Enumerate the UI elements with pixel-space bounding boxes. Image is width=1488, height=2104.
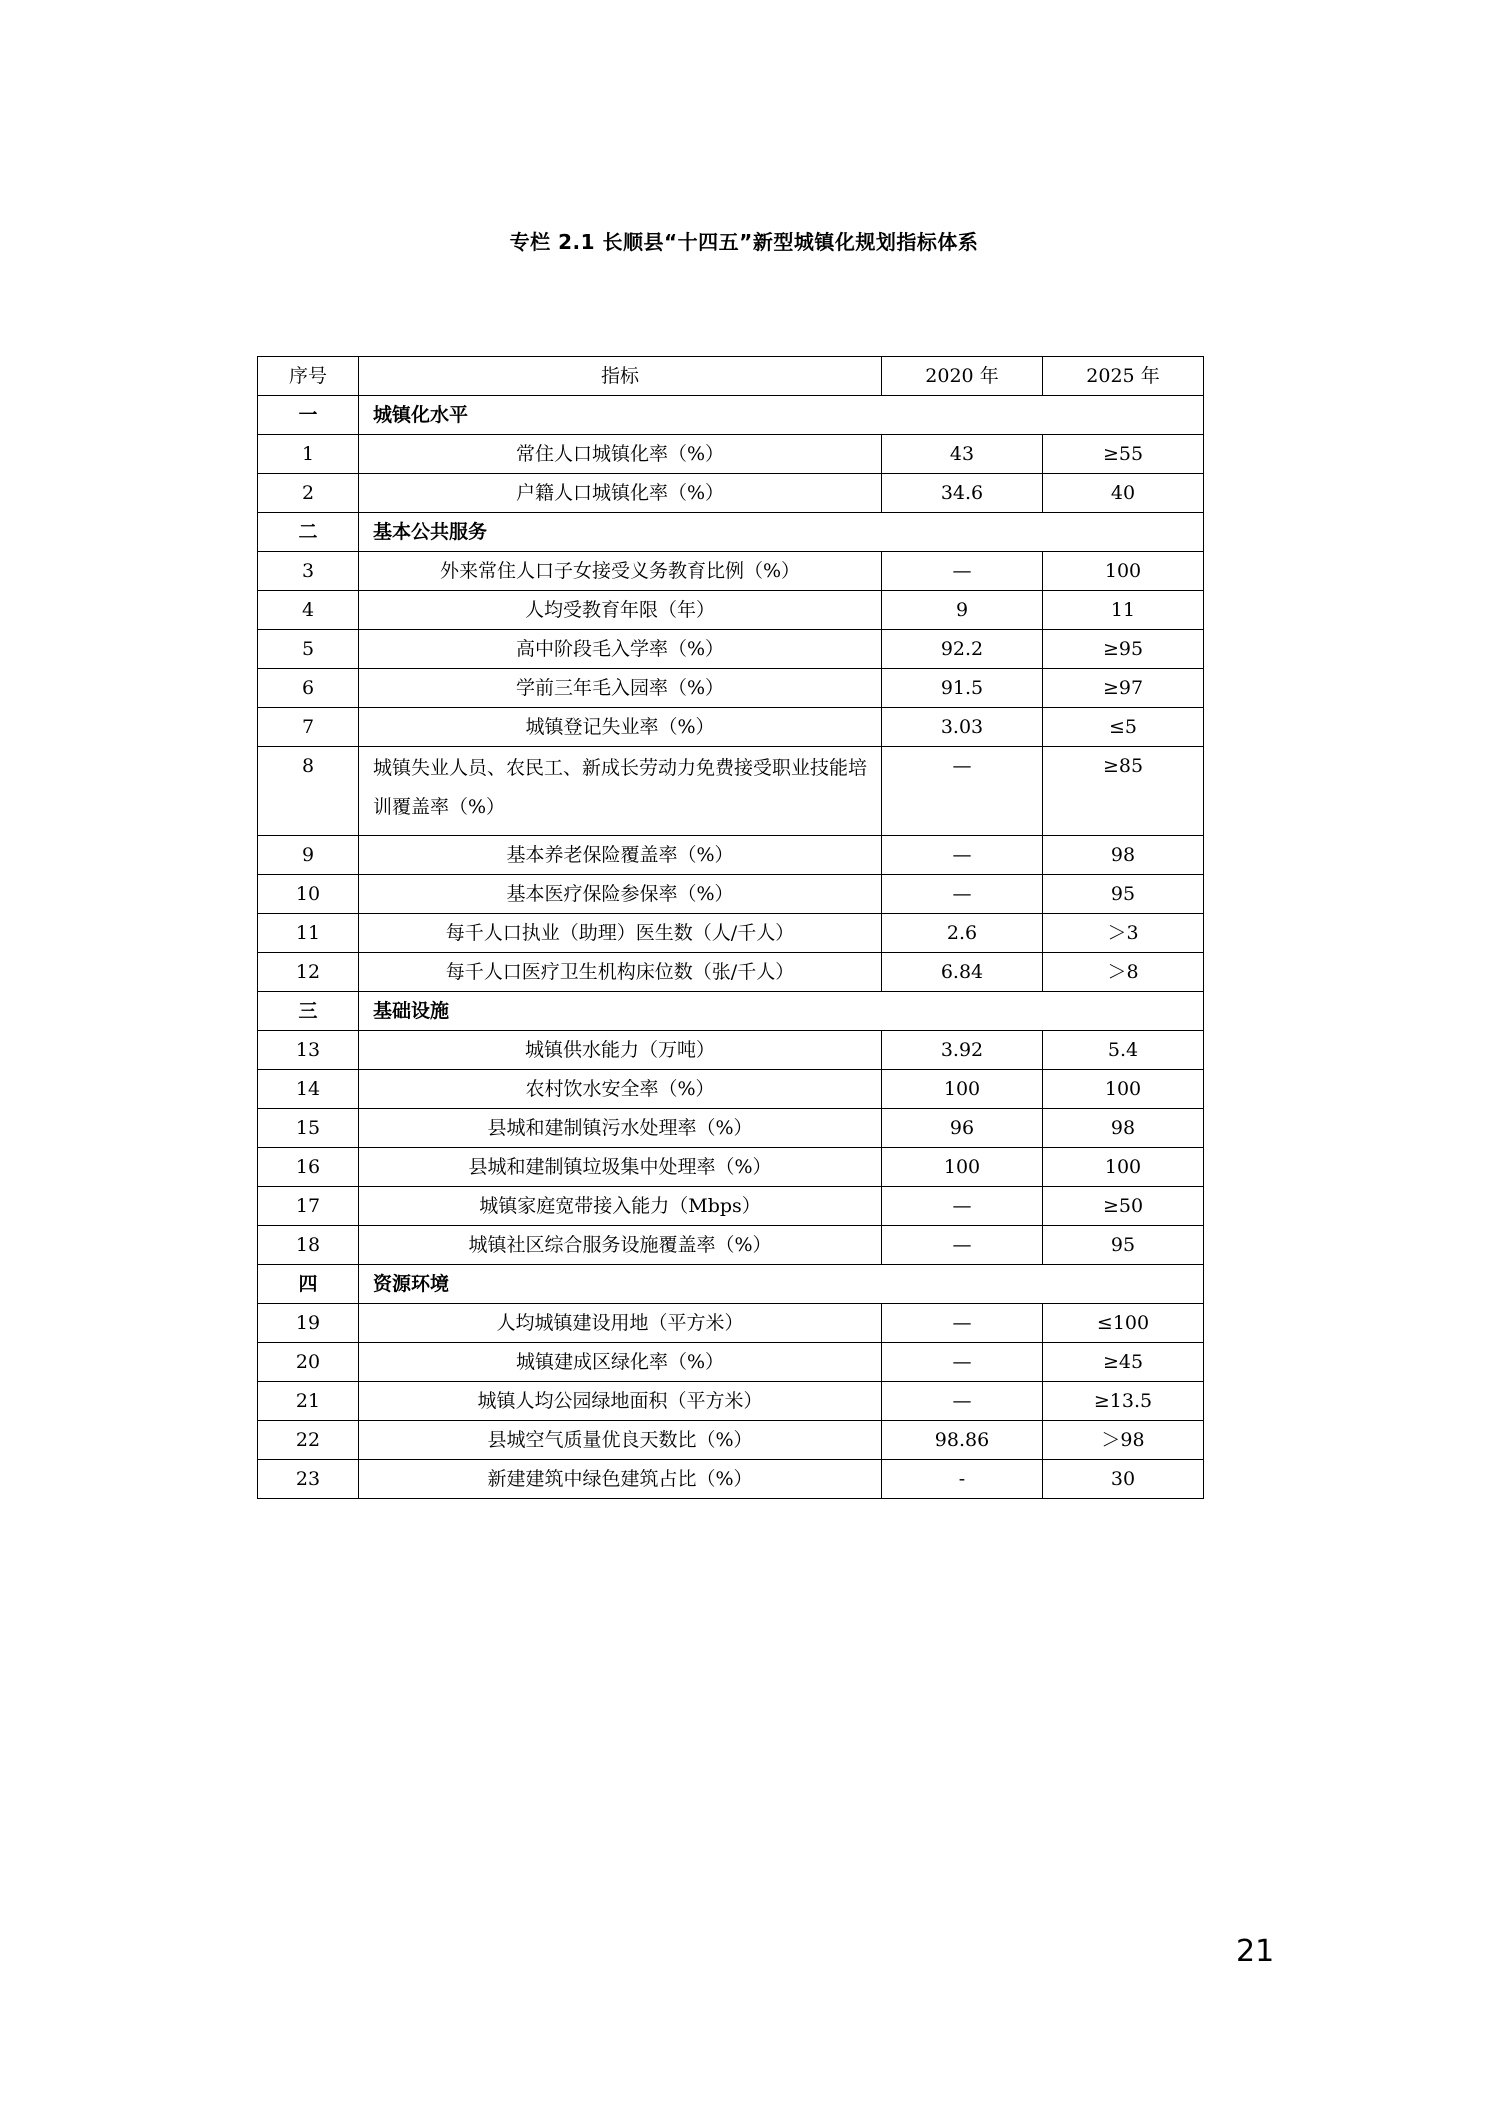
value-2020: 34.6 xyxy=(882,474,1043,513)
target-2025: ≤5 xyxy=(1043,708,1204,747)
indicator-name: 城镇失业人员、农民工、新成长劳动力免费接受职业技能培训覆盖率（%） xyxy=(359,747,882,836)
header-no: 序号 xyxy=(258,357,359,396)
target-2025: ≥55 xyxy=(1043,435,1204,474)
header-2025: 2025 年 xyxy=(1043,357,1204,396)
table-row xyxy=(258,474,1204,513)
indicator-table xyxy=(257,356,1204,1499)
section-name: 城镇化水平 xyxy=(359,396,1204,435)
header-indicator: 指标 xyxy=(359,357,882,396)
indicator-name: 户籍人口城镇化率（%） xyxy=(359,474,882,513)
section-row xyxy=(258,513,1204,552)
indicator-name: 县城和建制镇垃圾集中处理率（%） xyxy=(359,1148,882,1187)
value-2020: 100 xyxy=(882,1148,1043,1187)
section-number: 一 xyxy=(258,396,359,435)
table-row xyxy=(258,1109,1204,1148)
row-number: 5 xyxy=(258,630,359,669)
target-2025: 95 xyxy=(1043,875,1204,914)
indicator-name: 县城和建制镇污水处理率（%） xyxy=(359,1109,882,1148)
row-number: 9 xyxy=(258,836,359,875)
table-row xyxy=(258,435,1204,474)
table-row xyxy=(258,1031,1204,1070)
table-row xyxy=(258,1226,1204,1265)
value-2020: 2.6 xyxy=(882,914,1043,953)
indicator-name: 新建建筑中绿色建筑占比（%） xyxy=(359,1460,882,1499)
target-2025: ≥45 xyxy=(1043,1343,1204,1382)
value-2020: 3.03 xyxy=(882,708,1043,747)
indicator-name: 城镇人均公园绿地面积（平方米） xyxy=(359,1382,882,1421)
indicator-name: 每千人口执业（助理）医生数（人/千人） xyxy=(359,914,882,953)
row-number: 18 xyxy=(258,1226,359,1265)
indicator-name: 高中阶段毛入学率（%） xyxy=(359,630,882,669)
value-2020: 92.2 xyxy=(882,630,1043,669)
row-number: 11 xyxy=(258,914,359,953)
section-row xyxy=(258,1265,1204,1304)
target-2025: 30 xyxy=(1043,1460,1204,1499)
table-row xyxy=(258,1187,1204,1226)
table-row xyxy=(258,875,1204,914)
row-number: 15 xyxy=(258,1109,359,1148)
value-2020: — xyxy=(882,1382,1043,1421)
table-row xyxy=(258,1460,1204,1499)
page-title: 专栏 2.1 长顺县“十四五”新型城镇化规划指标体系 xyxy=(509,230,979,254)
target-2025: 100 xyxy=(1043,552,1204,591)
row-number: 17 xyxy=(258,1187,359,1226)
section-number: 二 xyxy=(258,513,359,552)
target-2025: ≥13.5 xyxy=(1043,1382,1204,1421)
table-row xyxy=(258,630,1204,669)
section-name: 基础设施 xyxy=(359,992,1204,1031)
row-number: 23 xyxy=(258,1460,359,1499)
table-body xyxy=(258,396,1204,1499)
target-2025: ＞3 xyxy=(1043,914,1204,953)
section-number: 三 xyxy=(258,992,359,1031)
target-2025: 40 xyxy=(1043,474,1204,513)
value-2020: 9 xyxy=(882,591,1043,630)
value-2020: — xyxy=(882,875,1043,914)
indicator-name: 农村饮水安全率（%） xyxy=(359,1070,882,1109)
value-2020: — xyxy=(882,836,1043,875)
target-2025: ＞8 xyxy=(1043,953,1204,992)
target-2025: 98 xyxy=(1043,1109,1204,1148)
target-2025: 98 xyxy=(1043,836,1204,875)
row-number: 14 xyxy=(258,1070,359,1109)
indicator-name: 县城空气质量优良天数比（%） xyxy=(359,1421,882,1460)
indicator-name: 城镇登记失业率（%） xyxy=(359,708,882,747)
section-name: 资源环境 xyxy=(359,1265,1204,1304)
row-number: 22 xyxy=(258,1421,359,1460)
table-row xyxy=(258,1304,1204,1343)
section-row xyxy=(258,992,1204,1031)
table-row xyxy=(258,552,1204,591)
table-row xyxy=(258,953,1204,992)
table-row xyxy=(258,1343,1204,1382)
indicator-name: 城镇建成区绿化率（%） xyxy=(359,1343,882,1382)
value-2020: — xyxy=(882,1226,1043,1265)
indicator-name: 人均受教育年限（年） xyxy=(359,591,882,630)
target-2025: ≥95 xyxy=(1043,630,1204,669)
target-2025: 11 xyxy=(1043,591,1204,630)
target-2025: 5.4 xyxy=(1043,1031,1204,1070)
target-2025: 100 xyxy=(1043,1070,1204,1109)
target-2025: ≥97 xyxy=(1043,669,1204,708)
row-number: 21 xyxy=(258,1382,359,1421)
value-2020: 91.5 xyxy=(882,669,1043,708)
row-number: 4 xyxy=(258,591,359,630)
target-2025: 95 xyxy=(1043,1226,1204,1265)
indicator-name: 基本养老保险覆盖率（%） xyxy=(359,836,882,875)
indicator-name: 每千人口医疗卫生机构床位数（张/千人） xyxy=(359,953,882,992)
table-row xyxy=(258,747,1204,836)
row-number: 16 xyxy=(258,1148,359,1187)
row-number: 10 xyxy=(258,875,359,914)
value-2020: 3.92 xyxy=(882,1031,1043,1070)
row-number: 3 xyxy=(258,552,359,591)
table-row xyxy=(258,591,1204,630)
value-2020: 98.86 xyxy=(882,1421,1043,1460)
indicator-name: 外来常住人口子女接受义务教育比例（%） xyxy=(359,552,882,591)
section-row xyxy=(258,396,1204,435)
table-header-row xyxy=(258,357,1204,396)
table-row xyxy=(258,1421,1204,1460)
indicator-name: 学前三年毛入园率（%） xyxy=(359,669,882,708)
indicator-name: 基本医疗保险参保率（%） xyxy=(359,875,882,914)
row-number: 2 xyxy=(258,474,359,513)
indicator-name: 城镇家庭宽带接入能力（Mbps） xyxy=(359,1187,882,1226)
indicator-name: 城镇供水能力（万吨） xyxy=(359,1031,882,1070)
row-number: 8 xyxy=(258,747,359,836)
table-row xyxy=(258,1148,1204,1187)
row-number: 20 xyxy=(258,1343,359,1382)
value-2020: — xyxy=(882,1187,1043,1226)
indicator-name: 城镇社区综合服务设施覆盖率（%） xyxy=(359,1226,882,1265)
table-row xyxy=(258,1070,1204,1109)
indicator-name: 人均城镇建设用地（平方米） xyxy=(359,1304,882,1343)
row-number: 6 xyxy=(258,669,359,708)
value-2020: — xyxy=(882,1343,1043,1382)
table-row xyxy=(258,708,1204,747)
target-2025: ＞98 xyxy=(1043,1421,1204,1460)
header-2020: 2020 年 xyxy=(882,357,1043,396)
target-2025: ≥85 xyxy=(1043,747,1204,836)
row-number: 12 xyxy=(258,953,359,992)
value-2020: — xyxy=(882,1304,1043,1343)
section-name: 基本公共服务 xyxy=(359,513,1204,552)
target-2025: ≥50 xyxy=(1043,1187,1204,1226)
table-row xyxy=(258,669,1204,708)
value-2020: 96 xyxy=(882,1109,1043,1148)
value-2020: — xyxy=(882,552,1043,591)
value-2020: — xyxy=(882,747,1043,836)
row-number: 13 xyxy=(258,1031,359,1070)
table-row xyxy=(258,1382,1204,1421)
target-2025: 100 xyxy=(1043,1148,1204,1187)
page-number: 21 xyxy=(1236,1934,1275,1969)
row-number: 7 xyxy=(258,708,359,747)
value-2020: 6.84 xyxy=(882,953,1043,992)
indicator-name: 常住人口城镇化率（%） xyxy=(359,435,882,474)
value-2020: 43 xyxy=(882,435,1043,474)
target-2025: ≤100 xyxy=(1043,1304,1204,1343)
row-number: 19 xyxy=(258,1304,359,1343)
section-number: 四 xyxy=(258,1265,359,1304)
value-2020: - xyxy=(882,1460,1043,1499)
table-row xyxy=(258,914,1204,953)
table-row xyxy=(258,836,1204,875)
value-2020: 100 xyxy=(882,1070,1043,1109)
row-number: 1 xyxy=(258,435,359,474)
